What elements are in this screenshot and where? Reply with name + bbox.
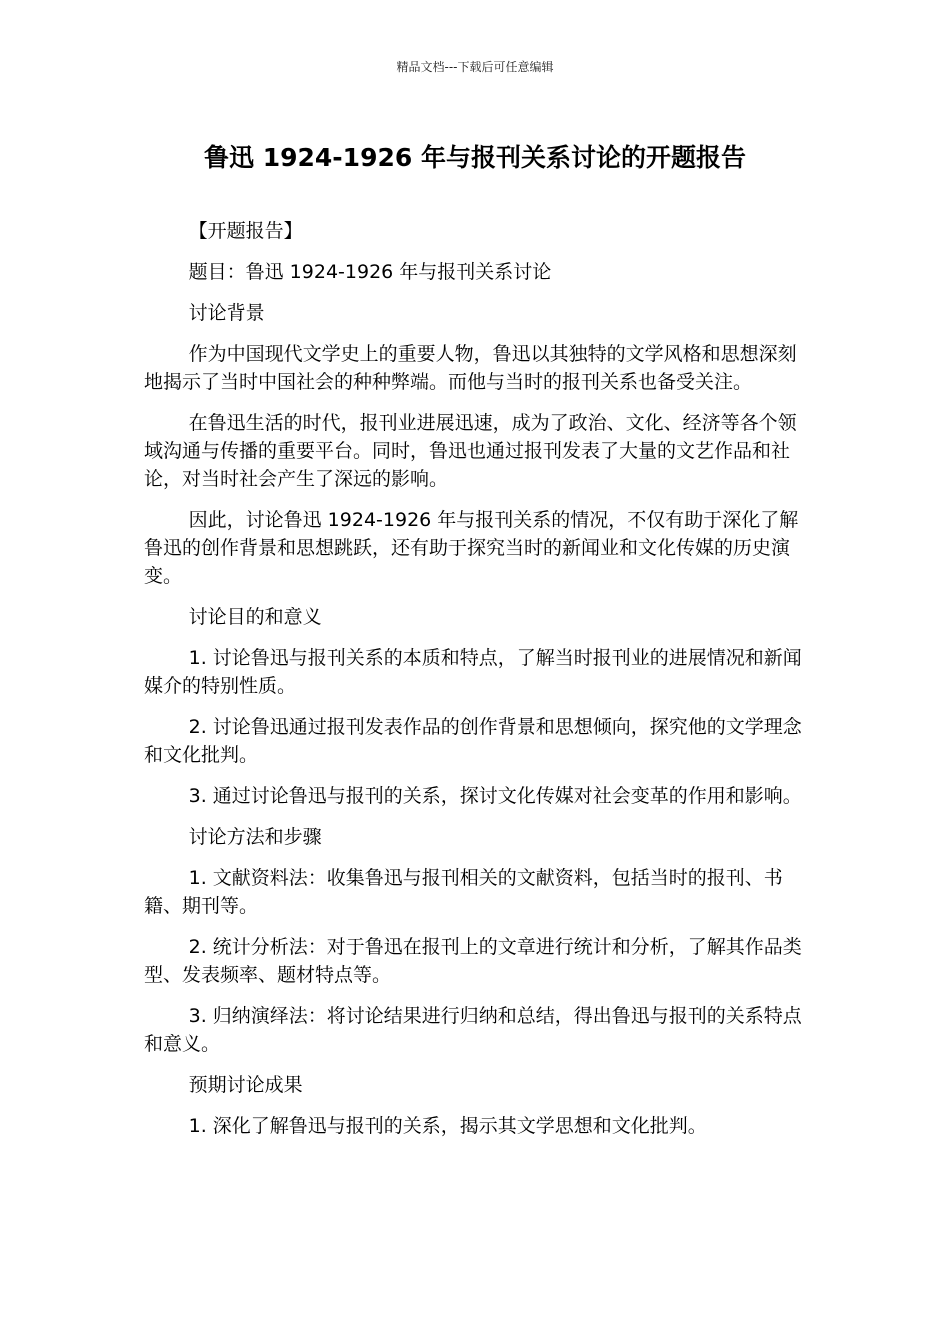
document-title: 鲁迅 1924-1926 年与报刊关系讨论的开题报告	[204, 143, 746, 172]
purpose-item-3: 3. 通过讨论鲁迅与报刊的关系，探讨文化传媒对社会变革的作用和影响。	[188, 785, 802, 807]
section-heading-background: 讨论背景	[188, 302, 265, 324]
topic-line: 题目：鲁迅 1924-1926 年与报刊关系讨论	[188, 261, 552, 283]
document-body	[144, 217, 804, 1153]
section-heading-results: 预期讨论成果	[188, 1074, 303, 1096]
background-paragraph-3: 因此，讨论鲁迅 1924-1926 年与报刊关系的情况，不仅有助于深化了解鲁迅的创作背景和思想跳跃，还有助于探究当时的新闻业和文化传媒的历史演变。	[144, 509, 799, 587]
background-paragraph-1: 作为中国现代文学史上的重要人物，鲁迅以其独特的文学风格和思想深刻地揭示了当时中国社会的种种弊端。而他与当时的报刊关系也备受关注。	[144, 343, 797, 393]
method-item-3: 3. 归纳演绎法：将讨论结果进行归纳和总结，得出鲁迅与报刊的关系特点和意义。	[144, 1005, 802, 1055]
background-paragraph-2: 在鲁迅生活的时代，报刊业进展迅速，成为了政治、文化、经济等各个领域沟通与传播的重要平台。同时，鲁迅也通过报刊发表了大量的文艺作品和社论，对当时社会产生了深远的影响。	[144, 412, 797, 490]
purpose-item-1: 1. 讨论鲁迅与报刊关系的本质和特点，了解当时报刊业的进展情况和新闻媒介的特别性质。	[144, 647, 802, 697]
report-label: 【开题报告】	[188, 220, 303, 242]
results-item-1: 1. 深化了解鲁迅与报刊的关系，揭示其文学思想和文化批判。	[188, 1115, 707, 1137]
section-heading-purpose: 讨论目的和意义	[188, 606, 322, 628]
section-heading-method: 讨论方法和步骤	[188, 826, 322, 848]
method-item-2: 2. 统计分析法：对于鲁迅在报刊上的文章进行统计和分析，了解其作品类型、发表频率、题材特点等。	[144, 936, 802, 986]
method-item-1: 1. 文献资料法：收集鲁迅与报刊相关的文献资料，包括当时的报刊、书籍、期刊等。	[144, 867, 783, 917]
purpose-item-2: 2. 讨论鲁迅通过报刊发表作品的创作背景和思想倾向，探究他的文学理念和文化批判。	[144, 716, 802, 766]
page-header: 精品文档---下载后可任意编辑	[396, 60, 554, 74]
